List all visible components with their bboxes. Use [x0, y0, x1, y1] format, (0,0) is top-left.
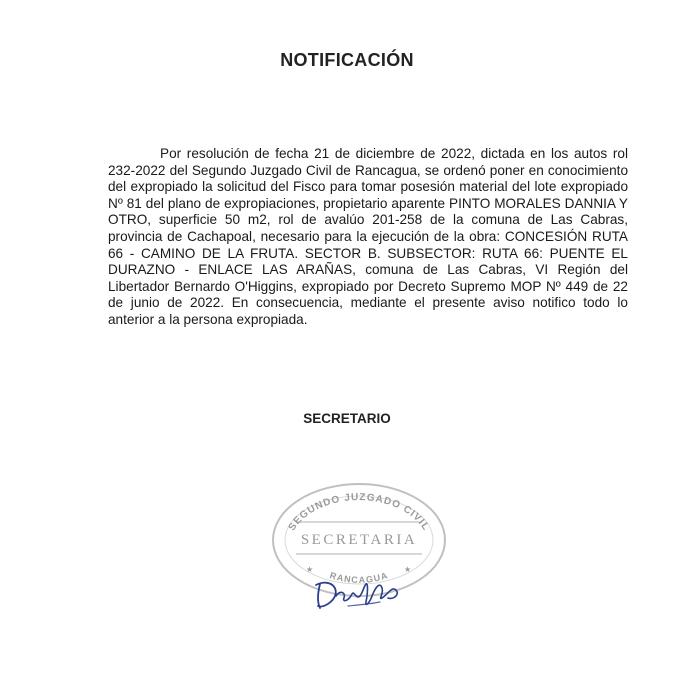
document-title: NOTIFICACIÓN: [280, 50, 414, 70]
signature-stroke-d: [316, 583, 336, 608]
stamp-top-text: SEGUNDO JUZGADO CIVIL: [286, 492, 432, 533]
stamp-star-left-icon: ★: [306, 565, 314, 574]
body-paragraph: Por resolución de fecha 21 de diciembre de 2022, dictada en los autos rol 232-2022 del Segundo Juzgado Civil de Rancagua, se ordenó poner en conocimiento del expropiado la solicitud del Fisco para tomar posesión material del lote expropiado Nº 81 del plano de expropiaciones, propietario aparente PINTO MORALES DANNIA Y OTRO, superficie 50 m2, rol de avalúo 201-258 de la comuna de Las Cabras, provincia de Cachapoal, necesario para la ejecución de la obra: CONCESIÓN RUTA 66 - CAMINO DE LA FRUTA. SECTOR B. SUBSECTOR: RUTA 66: PUENTE EL DURAZNO - ENLACE LAS ARAÑAS, comuna de Las Cabras, VI Región del Libertador Bernardo O'Higgins, expropiado por Decreto Supremo MOP Nº 449 de 22 de junio de 2022. En consecuencia, mediante el presente aviso notifico todo lo anterior a la persona expropiada.: [108, 146, 628, 327]
notification-body: [108, 146, 628, 329]
stamp-star-right-icon: ★: [404, 565, 412, 574]
signature-graphic: [308, 572, 408, 614]
signature-stroke-end: [372, 585, 397, 598]
stamp-bottom-text: RANCAGUA: [328, 570, 390, 586]
handwritten-signature: [308, 572, 408, 614]
signatory-title: SECRETARIO: [303, 411, 391, 426]
signature-stroke-middle: [336, 584, 372, 605]
signature-underline: [348, 602, 380, 606]
stamp-center-text: SECRETARIA: [300, 532, 418, 548]
